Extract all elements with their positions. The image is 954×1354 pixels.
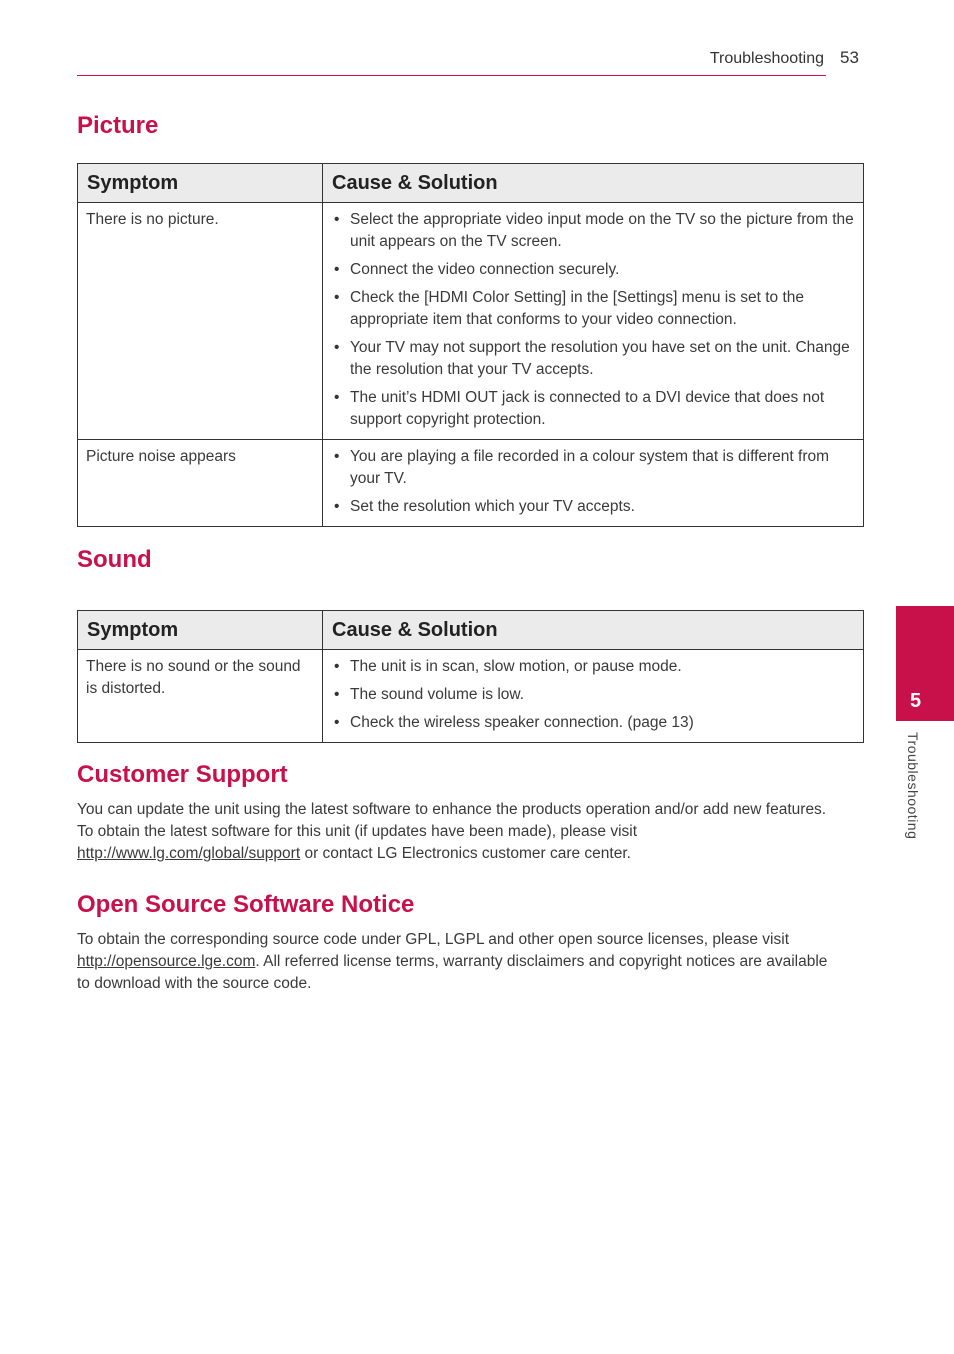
support-link[interactable]: http://www.lg.com/global/support: [77, 845, 301, 862]
symptom-cell: There is no sound or the sound is distorted.: [78, 650, 323, 743]
picture-heading: Picture: [77, 112, 159, 139]
cause-solution-header: Cause & Solution: [323, 164, 864, 203]
page-number: 53: [840, 48, 859, 67]
symptom-header: Symptom: [78, 164, 323, 203]
solution-cell: [323, 440, 864, 527]
picture-table-header: [78, 164, 864, 203]
list-item: • The unit’s HDMI OUT jack is connected to a DVI device that does not support copyright protection.: [331, 387, 854, 431]
picture-table: [77, 163, 864, 527]
customer-support-text: You can update the unit using the latest software to enhance the products operation and/or add new features. To obtain the latest software for this unit (if updates have been made), please visit: [77, 801, 827, 840]
list-item: • Your TV may not support the resolution you have set on the unit. Change the resolution that your TV accepts.: [331, 337, 854, 381]
symptom-cell: Picture noise appears: [78, 440, 323, 527]
customer-support-heading: Customer Support: [77, 761, 288, 788]
list-item: • Check the wireless speaker connection. (page 13): [331, 712, 854, 734]
sound-table-header: [78, 611, 864, 650]
opensource-link[interactable]: http://opensource.lge.com: [77, 953, 256, 970]
symptom-cell: There is no picture.: [78, 203, 323, 440]
chapter-number: 5: [910, 690, 922, 712]
table-row: [78, 440, 864, 527]
open-source-text: To obtain the corresponding source code under GPL, LGPL and other open source licenses, please visit: [77, 931, 790, 948]
customer-support-paragraph: [77, 799, 837, 865]
table-row: [78, 650, 864, 743]
solution-list: [331, 656, 854, 734]
list-item: • The sound volume is low.: [331, 684, 854, 706]
list-item: • The unit is in scan, slow motion, or pause mode.: [331, 656, 854, 678]
customer-support-text-end: or contact LG Electronics customer care center.: [300, 845, 631, 862]
solution-list: [331, 446, 854, 518]
open-source-paragraph: [77, 929, 837, 995]
list-item: • Connect the video connection securely.: [331, 259, 854, 281]
symptom-header: Symptom: [78, 611, 323, 650]
cause-solution-header: Cause & Solution: [323, 611, 864, 650]
header-divider: [77, 75, 826, 76]
running-header-section: Troubleshooting: [709, 50, 824, 67]
list-item: • Set the resolution which your TV accepts.: [331, 496, 854, 518]
list-item: • Check the [HDMI Color Setting] in the [Settings] menu is set to the appropriate item that conforms to your video connection.: [331, 287, 854, 331]
list-item: • Select the appropriate video input mode on the TV so the picture from the unit appears on the TV screen.: [331, 209, 854, 253]
open-source-text-end: . All referred license terms, warranty disclaimers and copyright notices are available to download with the source code.: [77, 953, 828, 992]
sound-heading: Sound: [77, 546, 152, 573]
solution-list: [331, 209, 854, 431]
solution-cell: [323, 650, 864, 743]
list-item: • You are playing a file recorded in a colour system that is different from your TV.: [331, 446, 854, 490]
sound-table: [77, 610, 864, 743]
table-row: [78, 203, 864, 440]
chapter-label: Troubleshooting: [905, 732, 921, 840]
chapter-tab: [896, 606, 954, 721]
solution-cell: [323, 203, 864, 440]
open-source-heading: Open Source Software Notice: [77, 891, 415, 918]
